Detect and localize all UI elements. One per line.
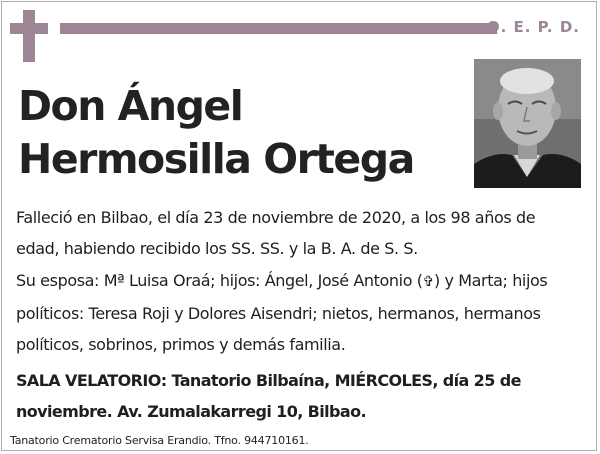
deceased-name	[18, 80, 414, 186]
family-text-part-1: Su esposa: Mª Luisa Oraá; hijos: Ángel, José Antonio (	[16, 271, 423, 290]
header-rule	[60, 23, 497, 34]
wake-paragraph: SALA VELATORIO: Tanatorio Bilbaína, MIÉRCOLES, día 25 de noviembre. Av. Zumalakarregi 10, Bilbao.	[16, 371, 521, 421]
portrait-photo-icon	[474, 59, 581, 188]
death-notice-paragraph: Falleció en Bilbao, el día 23 de noviembre de 2020, a los 98 años de edad, habiendo recibido los SS. SS. y la B. A. de S. S.	[16, 208, 536, 258]
funeral-home-footer: Tanatorio Crematorio Servisa Erandio. Tfno. 944710161.	[10, 434, 309, 447]
family-text-part-2: ) y Marta; hijos políticos: Teresa Roji y Dolores Aisendri; nietos, hermanos, hermanos políticos, sobrinos, primos y demás familia.	[16, 271, 548, 354]
name-line-1: Don Ángel	[18, 82, 243, 130]
family-paragraph	[16, 265, 581, 360]
qepd-badge: Q. E. P. D.	[486, 18, 580, 36]
name-line-2: Hermosilla Ortega	[18, 135, 414, 183]
deceased-cross-icon: ✞	[422, 274, 434, 290]
cross-icon	[10, 10, 48, 62]
portrait-photo	[474, 59, 581, 188]
